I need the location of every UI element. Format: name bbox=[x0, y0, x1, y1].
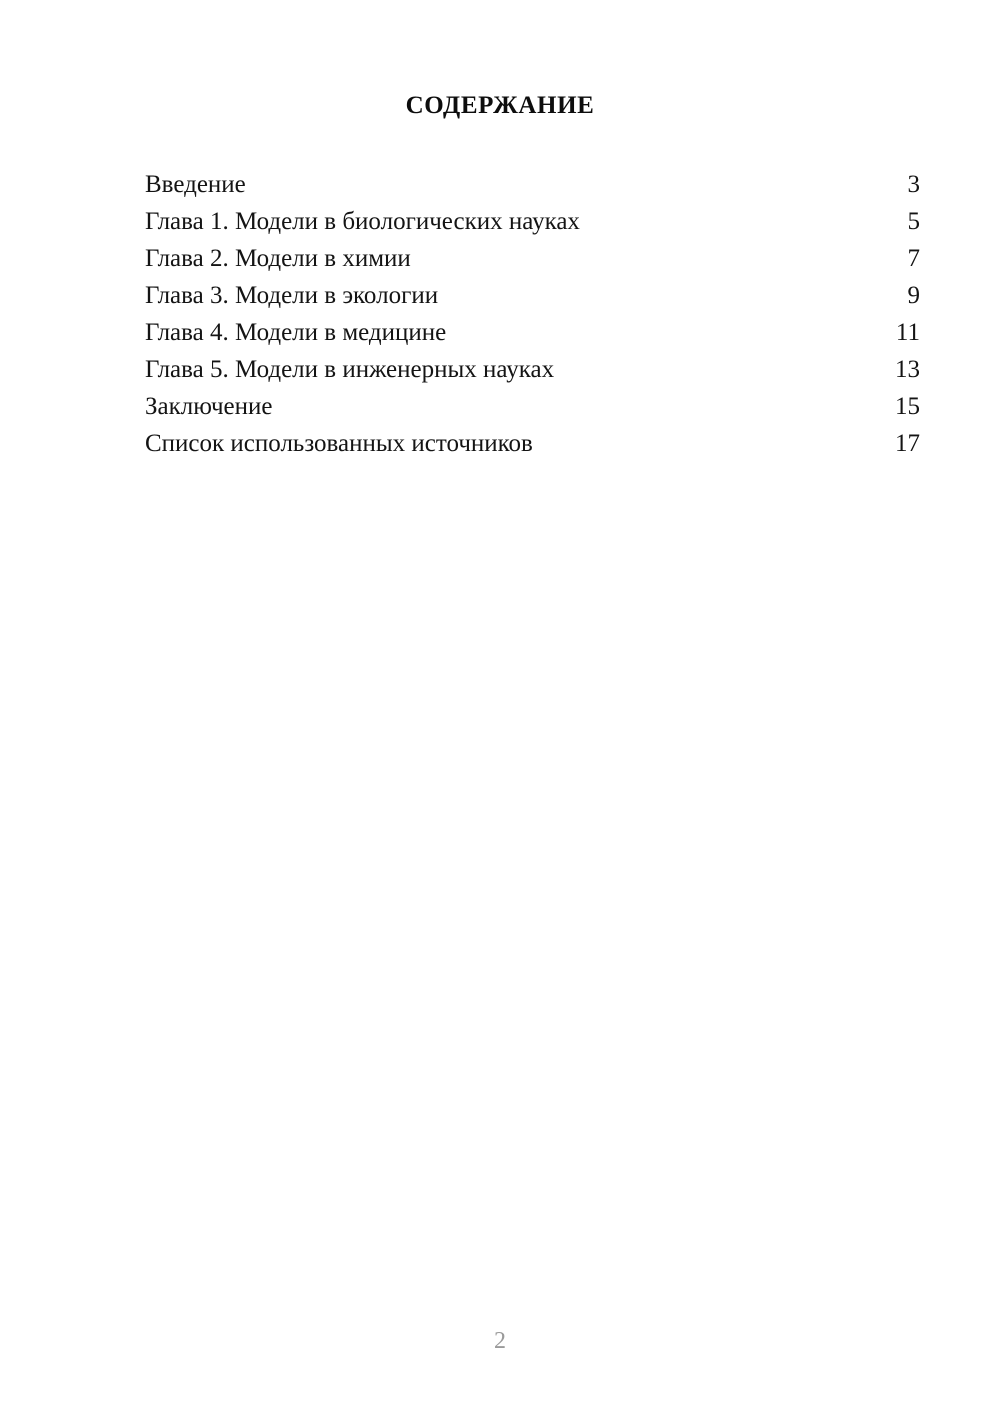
toc-entry-page-number: 13 bbox=[895, 356, 920, 383]
toc-entry-page-number: 11 bbox=[895, 319, 920, 346]
page-title: СОДЕРЖАНИЕ bbox=[405, 92, 595, 119]
toc-entry-page-number: 15 bbox=[895, 393, 920, 420]
toc-entry[interactable] bbox=[145, 351, 920, 388]
toc-entry-label: Глава 5. Модели в инженерных науках bbox=[145, 356, 555, 383]
toc-entry-label: Глава 4. Модели в медицине bbox=[145, 319, 447, 346]
footer-page-number: 2 bbox=[494, 1328, 506, 1354]
table-of-contents bbox=[145, 166, 920, 462]
toc-entry[interactable] bbox=[145, 314, 920, 351]
toc-entry[interactable] bbox=[145, 203, 920, 240]
toc-entry-label: Глава 2. Модели в химии bbox=[145, 245, 411, 272]
toc-entry-label: Введение bbox=[145, 171, 246, 198]
toc-entry[interactable] bbox=[145, 166, 920, 203]
toc-entry[interactable] bbox=[145, 277, 920, 314]
toc-entry-label: Глава 1. Модели в биологических науках bbox=[145, 208, 580, 235]
toc-entry-page-number: 3 bbox=[907, 171, 920, 198]
toc-entry-page-number: 5 bbox=[907, 208, 920, 235]
toc-entry-label: Глава 3. Модели в экологии bbox=[145, 282, 439, 309]
toc-entry-page-number: 17 bbox=[895, 430, 920, 457]
toc-entry[interactable] bbox=[145, 425, 920, 462]
toc-entry-label: Список использованных источников bbox=[145, 430, 533, 457]
toc-entry[interactable] bbox=[145, 240, 920, 277]
toc-entry-page-number: 7 bbox=[907, 245, 920, 272]
toc-entry-label: Заключение bbox=[145, 393, 273, 420]
toc-entry[interactable] bbox=[145, 388, 920, 425]
toc-entry-page-number: 9 bbox=[907, 282, 920, 309]
